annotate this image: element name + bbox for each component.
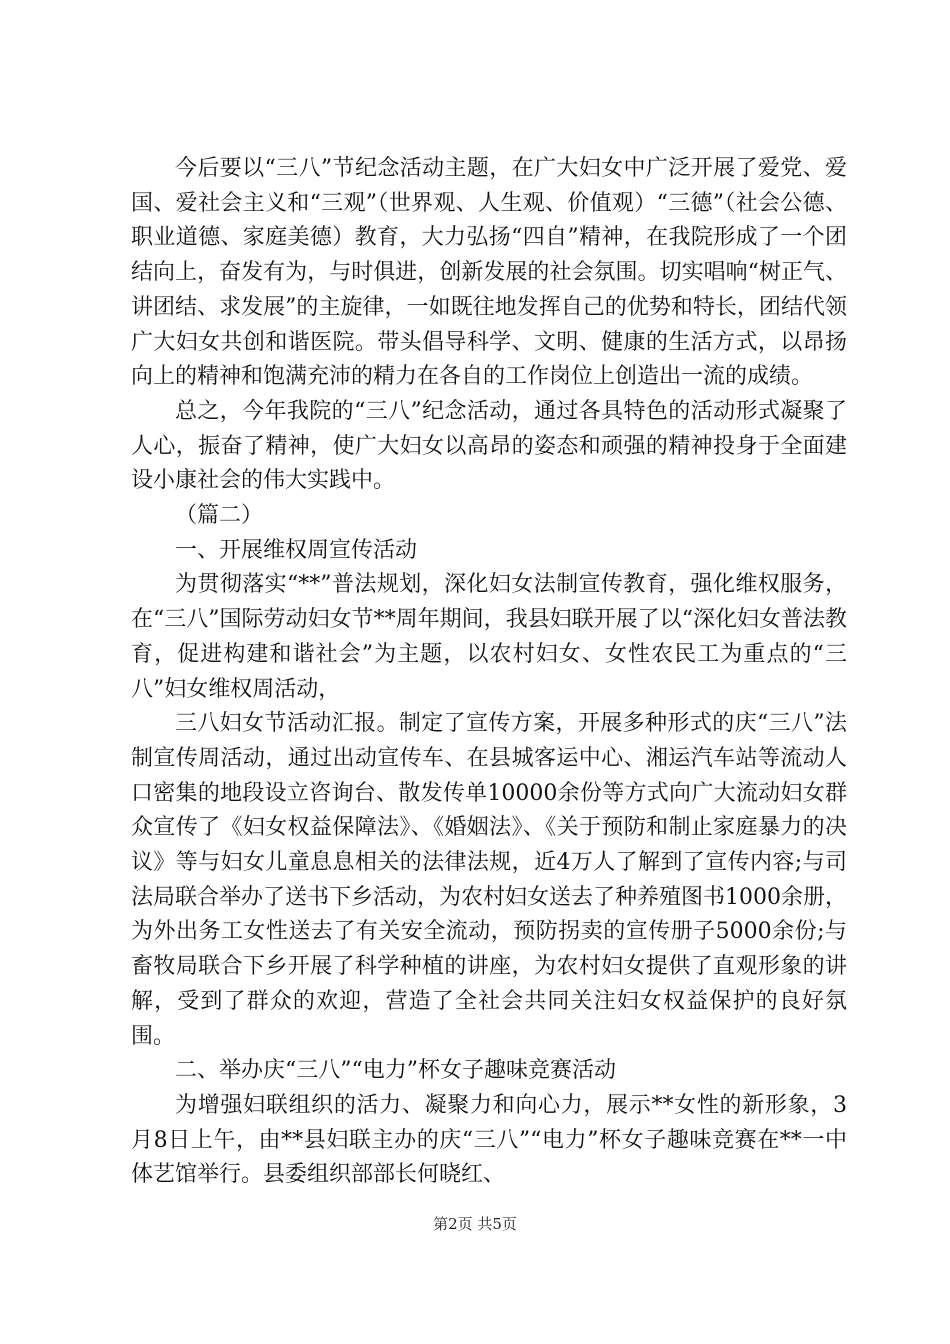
heading-rights-week: 一、开展维权周宣传活动	[175, 537, 418, 563]
paragraph-summary: 总之，今年我院的“三八”纪念活动，通过各具特色的活动形式凝聚了人心，振奋了精神，使广大妇女以高昂的姿态和顽强的精神投身于全面建设小康社会的伟大实践中。	[131, 398, 847, 494]
paragraph-publicity: 三八妇女节活动汇报。制定了宣传方案，开展多种形式的庆“三八”法制宣传周活动，通过出动宣传车、在县城客运中心、湘运汽车站等流动人口密集的地段设立咨询台、散发传单10000余份等方式向广大流动妇女群众宣传了《妇女权益保障法》、《婚姻法》、《关于预防和制止家庭暴力的决议》等与妇女儿童息息相关的法律法规，近4万人了解到了宣传内容;与司法局联合举办了送书下乡活动，为农村妇女送去了种养殖图书1000余册，为外出务工女性送去了有关安全流动，预防拐卖的宣传册子5000余份;与畜牧局联合下乡开展了科学种植的讲座，为农村妇女提供了直观形象的讲解，受到了群众的欢迎，营造了全社会共同关注妇女权益保护的良好氛围。	[131, 711, 847, 1049]
document-body	[131, 152, 847, 1193]
paragraph-competition: 为增强妇联组织的活力、凝聚力和向心力，展示**女性的新形象，3月8日上午，由**县妇联主办的庆“三八”“电力”杯女子趣味竞赛在**一中体艺馆举行。县委组织部部长何晓红、	[131, 1092, 847, 1188]
section-label: （篇二）	[175, 503, 264, 529]
heading-competition: 二、举办庆“三八”“电力”杯女子趣味竞赛活动	[175, 1058, 616, 1084]
paragraph-theme: 今后要以“三八”节纪念活动主题，在广大妇女中广泛开展了爱党、爱国、爱社会主义和“三观”（世界观、人生观、价值观）“三德”（社会公德、职业道德、家庭美德）教育，大力弘扬“四自”精神，在我院形成了一个团结向上，奋发有为，与时俱进，创新发展的社会氛围。切实唱响“树正气、讲团结、求发展”的主旋律，一如既往地发挥自己的优势和特长，团结代领广大妇女共创和谐医院。带头倡导科学、文明、健康的生活方式，以昂扬向上的精神和饱满充沛的精力在各自的工作岗位上创造出一流的成绩。	[131, 156, 847, 390]
paragraph-rights-week: 为贯彻落实“**”普法规划，深化妇女法制宣传教育，强化维权服务，在“三八”国际劳动妇女节**周年期间，我县妇联开展了以“深化妇女普法教育，促进构建和谐社会”为主题，以农村妇女、女性农民工为重点的“三八”妇女维权周活动，	[131, 572, 847, 702]
page-number: 第2页 共5页	[433, 1215, 517, 1233]
